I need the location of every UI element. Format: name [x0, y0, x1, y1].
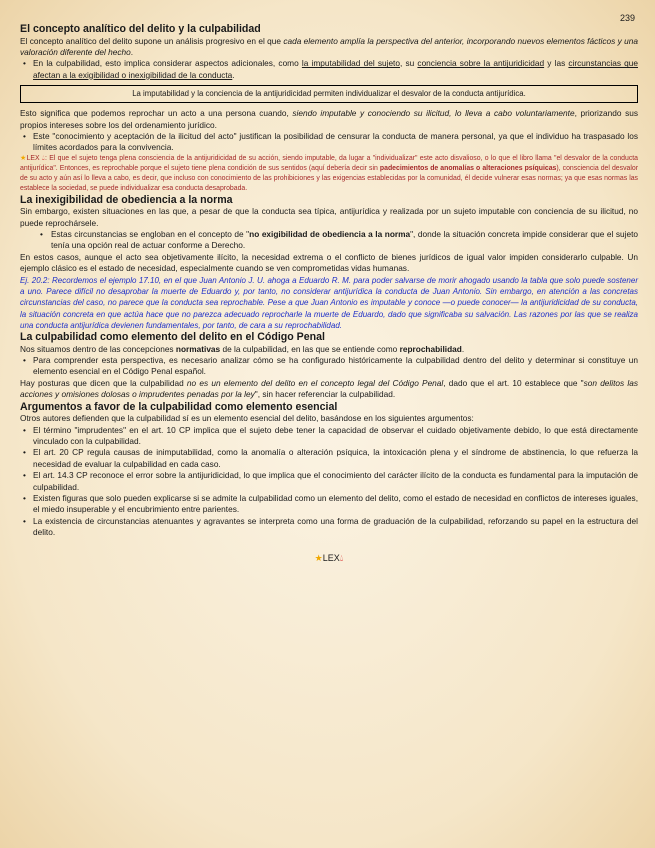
star-icon: ★ — [314, 552, 323, 563]
blood-drop-icon: 💧︎ — [41, 154, 46, 162]
example-20-2: Ej. 20.2: Recordemos el ejemplo 17.10, en el que Juan Antonio J. U. ahoga a Eduardo R. M. para poder salvarse de morir ahogado usando la tabla que solo puede sostener a uno. Parece difícil no desaprobar la muerte de Eduardo y, por tanto, no considerar antijurídica la conducta de Juan Antonio. Sin embargo, en atención a las concretas circunstancias del caso, no parece que la conducta sea reprochable. Pese a que Juan Antonio es imputable y conoce —o puede conocer— la antijuridicidad de su conducta, la situación concreta en que actúa hace que no parezca adecuado reprocharle la muerte de Eduardo, dado que significaba su salvación. Las razones por las que se realiza una conducta antijurídica devienen fundamentales, por tanto, de cara a su reprochabilidad. — [20, 275, 638, 330]
bullet-no-exigibilidad: • Estas circunstancias se engloban en el concepto de "no exigibilidad de obediencia a la norma", donde la situación concreta impide considerar que el sujeto tenía una opción real de actuar conforme a Derecho. — [20, 229, 638, 252]
heading-codigo-penal: La culpabilidad como elemento del delito en el Código Penal — [20, 331, 325, 344]
page-content — [20, 12, 638, 564]
paragraph-sin-embargo: Sin embargo, existen situaciones en las que, a pesar de que la conducta sea típica, antijurídica y realizada por un sujeto imputable con conciencia de su ilicitud, no puede reprochársele. — [20, 206, 638, 228]
lex-note: ★LEX 💧︎: El que el sujeto tenga plena consciencia de la antijuridicidad de su acción, siendo imputable, da lugar a "individualizar" este acto disvalioso, o lo que el libro llama "el desvalor de la conducta antijurídica". Entonces, es reprochable porque el sujeto tiene plena condición de sus sentidos (aquí debería decir sin padecimientos de anomalías o alteraciones psíquicas), consciencia del desvalor de su acto y aún así lo lleva a cabo, es decir, que incluso con conocimiento de las prohibiciones y las exigencias establecidas por la comunidad, él decide vulnerar esas normas; ya que esas normas las establece la sociedad, se puede individualizar esa conducta desaprobada. — [20, 154, 639, 192]
bullet-conocimiento: • Este "conocimiento y aceptación de la ilicitud del acto" justifican la posibilidad de censurar la conducta de manera personal, ya que el individuo ha traspasado los límites acordados para la convivencia. — [20, 131, 638, 154]
highlight-box: La imputabilidad y la conciencia de la antijuridicidad permiten individualizar el desvalor de la conducta antijurídica. — [20, 85, 638, 103]
paragraph-posturas: Hay posturas que dicen que la culpabilidad no es un elemento del delito en el concepto legal del Código Penal, dado que el art. 10 establece que "son delitos las acciones y omisiones dolosas o imprudentes penadas por la ley", sin hacer referenciar la culpabilidad. — [20, 377, 638, 400]
star-icon: ★ — [20, 154, 27, 162]
bullet-comprender: • Para comprender esta perspectiva, es necesario analizar cómo se ha configurado históricamente la culpabilidad dentro del delito y determinar si constituye un elemento esencial en el Código Penal español. — [20, 355, 638, 378]
paragraph-concepto: El concepto analítico del delito supone un análisis progresivo en el que cada elemento amplía la perspectiva del anterior, incorporando nuevos elementos fácticos y una valoración diferente del hecho. — [20, 35, 638, 57]
heading-inexigibilidad: La inexigibilidad de obediencia a la norma — [20, 193, 233, 206]
heading-argumentos: Argumentos a favor de la culpabilidad como elemento esencial — [20, 400, 338, 413]
blood-drop-icon: 💧︎ — [339, 552, 344, 563]
footer-lex: ★LEX💧︎ — [314, 552, 344, 563]
paragraph-otros-autores: Otros autores defienden que la culpabilidad sí es un elemento esencial del delito, basándose en los siguientes argumentos: — [20, 413, 474, 424]
paragraph-reprochar: Esto significa que podemos reprochar un acto a una persona cuando, siendo imputable y conociendo su ilicitud, lo lleva a cabo voluntariamente, priorizando sus propios intereses sobre los del ordenamiento jurídico. — [20, 108, 638, 130]
paragraph-normativas: Nos situamos dentro de las concepciones normativas de la culpabilidad, en las que se entiende como reprochabilidad. — [20, 343, 465, 354]
list-item: • Existen figuras que solo pueden explicarse si se admite la culpabilidad como un elemento del delito, como el estado de necesidad en conflictos de intereses iguales, el miedo insuperable y el encubrimiento entre parientes. — [20, 493, 638, 516]
list-item: • La existencia de circunstancias atenuantes y agravantes se interpreta como una forma de graduación de la culpabilidad, reforzando su papel en la estructura del delito. — [20, 516, 638, 539]
page-number: 239 — [619, 13, 635, 23]
list-item: • El art. 20 CP regula causas de inimputabilidad, como la anomalía o alteración psíquica, la intoxicación plena y el síndrome de abstinencia, lo que refuerza la necesidad de evaluar la culpabilidad en cada caso. — [20, 447, 638, 470]
list-item: • El término "imprudentes" en el art. 10 CP implica que el sujeto debe tener la capacidad de observar el cuidado objetivamente debido, lo que está directamente vinculado con la culpabilidad. — [20, 425, 638, 448]
list-item: • El art. 14.3 CP reconoce el error sobre la antijuridicidad, lo que implica que el conocimiento del carácter ilícito de la conducta es fundamental para la imputación de culpabilidad. — [20, 470, 638, 493]
bullet-culpabilidad: • En la culpabilidad, esto implica considerar aspectos adicionales, como la imputabilidad del sujeto, su conciencia sobre la antijuridicidad y las circunstancias que afectan a la exigibilidad o inexigibilidad de la conducta. — [20, 58, 638, 81]
heading-concepto: El concepto analítico del delito y la culpabilidad — [20, 23, 261, 35]
paragraph-en-estos-casos: En estos casos, aunque el acto sea objetivamente ilícito, la necesidad extrema o el conflicto de bienes jurídicos de igual valor impiden considerarlo culpable. Un ejemplo clásico es el estado de necesidad, especialmente cuando se ven comprometidas vidas humanas. — [20, 251, 638, 274]
